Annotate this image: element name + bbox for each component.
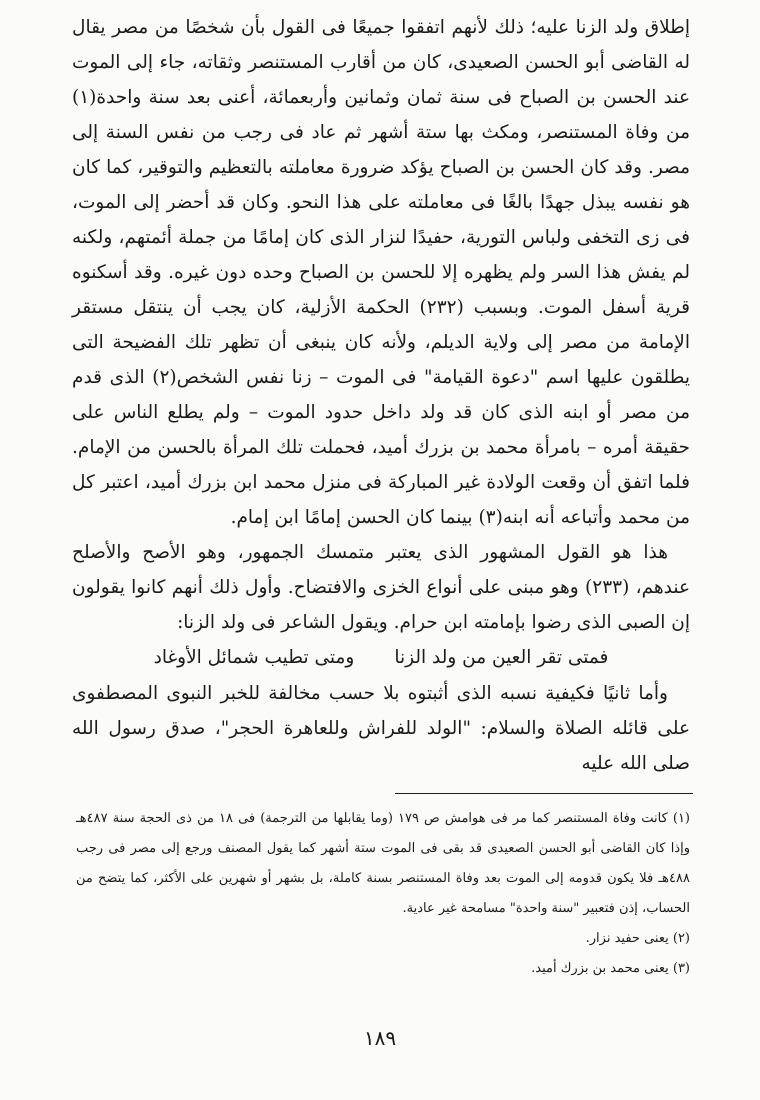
page-number: ١٨٩ xyxy=(363,1026,397,1050)
paragraph-1: إطلاق ولد الزنا عليه؛ ذلك لأنهم اتفقوا جميعًا فى القول بأن شخصًا من مصر يقال له القاضى أبو الحسن الصعيدى، كان من أقارب المستنصر وثقاته، جاء إلى الموت عند الحسن بن الصباح فى سنة ثمان وثمانين وأربعمائة، أعنى بعد سنة واحدة(١) من وفاة المستنصر، ومكث بها ستة أشهر ثم عاد فى رجب من نفس السنة إلى مصر. وقد كان الحسن بن الصباح يؤكد ضرورة معاملته بالتعظيم والتوقير، كما كان هو نفسه يبذل جهدًا بالغًا فى معاملته على هذا النحو. وكان قد أحضر إلى الموت، فى زى التخفى ولباس التورية، حفيدًا لنزار الذى كان إمامًا من جملة أئمتهم، ولكنه لم يفش هذا السر ولم يظهره إلا للحسن بن الصباح وحده دون غيره. وقد أسكنوه قرية أسفل الموت. وبسبب (٢٣٢) الحكمة الأزلية، كان يجب أن ينتقل مستقر الإمامة من مصر إلى ولاية الديلم، ولأنه كان ينبغى أن تظهر تلك الفضيحة التى يطلقون عليها اسم "دعوة القيامة" فى الموت – زنا نفس الشخص(٢) الذى قدم من مصر أو ابنه الذى كان قد ولد داخل حدود الموت – ولم يطلع الناس على حقيقة أمره – بامرأة محمد بن بزرك أميد، فحملت تلك المرأة بالحسن من الإمام. فلما اتفق أن وقعت الولادة غير المباركة فى منزل محمد ابن بزرك أميد، اعتبر كل من محمد وأتباعه أنه ابنه(٣) بينما كان الحسن إمامًا ابن إمام. xyxy=(72,17,691,528)
verse-first-hemistich: فمتى تقر العين من ولد الزنا xyxy=(394,647,609,668)
verse-second-hemistich: ومتى تطيب شمائل الأوغاد xyxy=(153,647,355,668)
footnote-separator xyxy=(395,793,693,794)
paragraph-3: وأما ثانيًا فكيفية نسبه الذى أثبتوه بلا حسب مخالفة للخبر النبوى المصطفوى على قائله الصلاة والسلام: "الولد للفراش وللعاهرة الحجر"، صدق رسول الله صلى الله عليه xyxy=(72,683,690,774)
footnote-3: (٣) يعنى محمد بن بزرك أميد. xyxy=(531,961,690,976)
footnote-1: (١) كانت وفاة المستنصر كما مر فى هوامش ص ١٧٩ (وما يقابلها من الترجمة) فى ١٨ من ذى الحجة سنة ٤٨٧هـ وإذا كان القاضى أبو الحسن الصعيدى قد بقى فى الموت ستة أشهر كما يقول المصنف ورجع إلى مصر فى رجب ٤٨٨هـ فلا يكون قدومه إلى الموت بعد وفاة المستنصر بسنة كاملة، بل بشهر أو شهرين على الأكثر، كما يتضح من الحساب، إذن فتعبير "سنة واحدة" مسامحة غير عادية. xyxy=(76,811,690,916)
poetry-verse xyxy=(72,640,690,676)
paragraph-2: هذا هو القول المشهور الذى يعتبر متمسك الجمهور، وهو الأصح والأصلح عندهم، (٢٣٣) وهو مبنى على أنواع الخزى والافتضاح. وأول ذلك أنهم كانوا يقولون إن الصبى الذى رضوا بإمامته ابن حرام. ويقول الشاعر فى ولد الزنا: xyxy=(72,542,690,633)
main-text xyxy=(72,10,690,781)
footnotes xyxy=(76,804,690,984)
footnote-2: (٢) يعنى حفيد نزار. xyxy=(585,931,690,946)
